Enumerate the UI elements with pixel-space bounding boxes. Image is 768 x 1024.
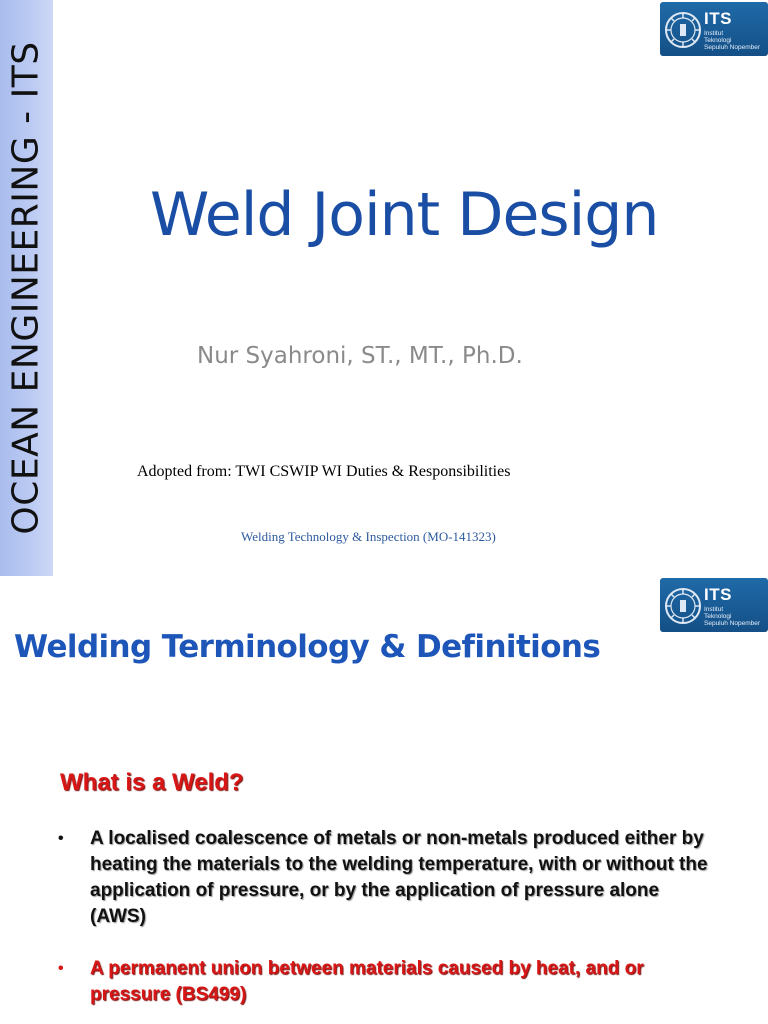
slide-heading: Welding Terminology & Definitions (14, 629, 601, 665)
bullet-text: A localised coalescence of metals or non-metals produced either by heating the materials to the welding temperature, with or without the application of pressure, or by the application of pressure alone (AWS) (90, 828, 708, 927)
definitions-slide (0, 576, 768, 1024)
its-logo (660, 0, 768, 62)
definition-bullet-bs499 (58, 956, 708, 1008)
bullet-text: A permanent union between materials caused by heat, and or pressure (BS499) (90, 958, 644, 1005)
logo-subtitle: Institut Teknologi Sepuluh Nopember (704, 30, 761, 51)
source-note: Adopted from: TWI CSWIP WI Duties & Responsibilities (137, 463, 511, 480)
its-seal-icon (664, 10, 702, 50)
bullet-marker: • (58, 830, 64, 847)
presentation-title: Weld Joint Design (150, 180, 659, 250)
section-question: What is a Weld? (60, 769, 244, 796)
course-name: Welding Technology & Inspection (MO-141323) (241, 529, 496, 544)
its-seal-icon (664, 586, 702, 626)
logo-name: ITS (704, 585, 732, 604)
logo-subtitle: Institut Teknologi Sepuluh Nopember (704, 606, 761, 627)
author-name: Nur Syahroni, ST., MT., Ph.D. (197, 343, 523, 369)
department-label: OCEAN ENGINEERING - ITS (5, 41, 47, 535)
bullet-marker: • (58, 960, 64, 977)
side-band (0, 0, 53, 576)
its-logo (660, 576, 768, 638)
logo-name: ITS (704, 9, 732, 28)
definition-bullet-aws (58, 826, 708, 930)
